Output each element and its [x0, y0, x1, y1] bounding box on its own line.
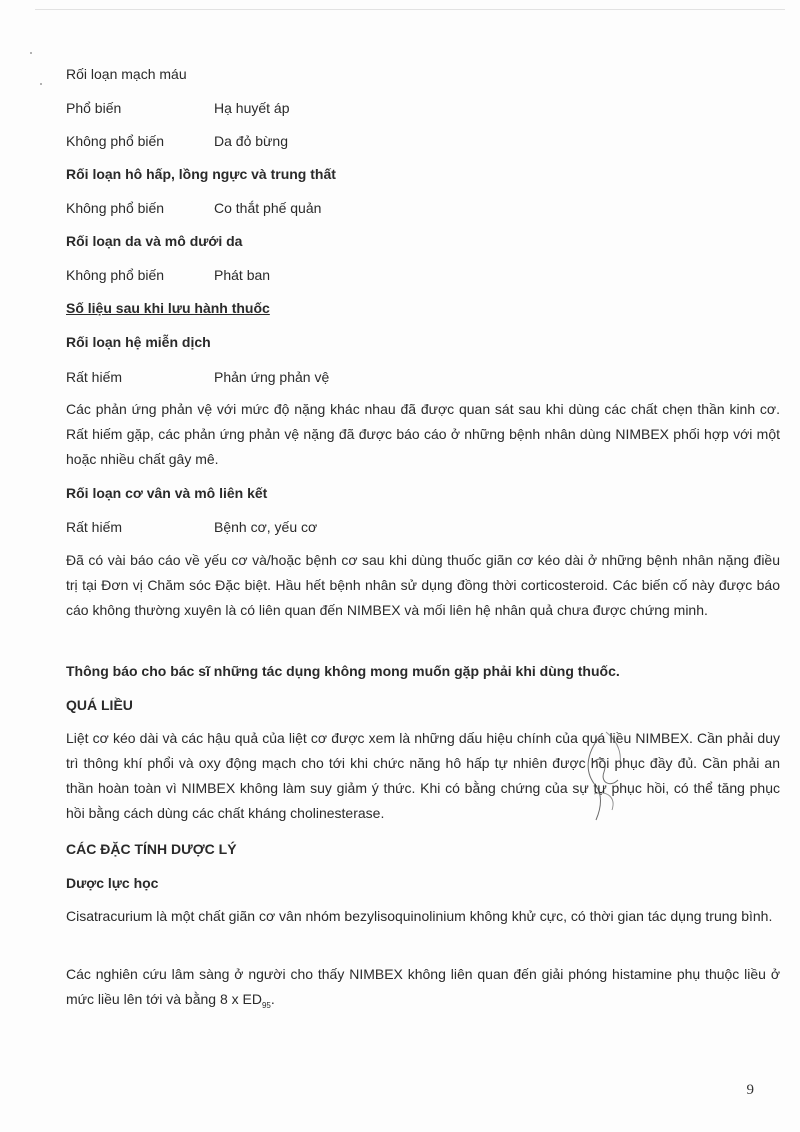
adverse-effects-notice: Thông báo cho bác sĩ những tác dụng không mong muốn gặp phải khi dùng thuốc.: [66, 663, 620, 679]
ae-frequency: Rất hiếm: [66, 369, 123, 385]
ae-row: [66, 517, 780, 537]
section-heading-immune: Rối loạn hệ miễn dịch: [66, 334, 211, 350]
ae-effect: Phát ban: [214, 267, 271, 283]
ae-effect: Phản ứng phản vệ: [214, 369, 330, 385]
subheading-pharmacodynamics: Dược lực học: [66, 875, 159, 891]
scan-edge-line: [35, 9, 785, 10]
paragraph-overdose: Liệt cơ kéo dài và các hậu quả của liệt cơ được xem là những dấu hiệu chính của quá liều NIMBEX. Cần phải duy trì thông khí phổi và oxy động mạch cho tới khi chức năng hô hấp tự nhiên được hồi phục đầy đủ. Cần phải an thần hoàn toàn vì NIMBEX không làm suy giảm ý thức. Khi có bằng chứng của sự tự phục hồi, có thể tăng phục hồi bằng cách dùng các chất kháng cholinesterase.: [66, 730, 780, 821]
ae-row: [66, 98, 780, 118]
ae-frequency: Phổ biến: [66, 100, 122, 116]
paragraph-cisatracurium: Cisatracurium là một chất giãn cơ vân nhóm bezylisoquinolinium không khử cực, có thời gian tác dụng trung bình.: [66, 908, 773, 924]
ae-frequency: Rất hiếm: [66, 519, 123, 535]
ae-row: [66, 198, 780, 218]
section-heading-postmarketing: Số liệu sau khi lưu hành thuốc: [66, 300, 270, 316]
ae-frequency: Không phổ biến: [66, 133, 165, 149]
paragraph-myopathy: Đã có vài báo cáo về yếu cơ và/hoặc bệnh cơ sau khi dùng thuốc giãn cơ kéo dài ở những bệnh nhân nặng điều trị tại Đơn vị Chăm sóc Đặc biệt. Hầu hết bệnh nhân sử dụng đồng thời corticosteroid. Các biến cố này được báo cáo không thường xuyên là có liên quan đến NIMBEX và mối liên hệ nhân quả chưa được chứng minh.: [66, 552, 780, 618]
ae-effect: Bệnh cơ, yếu cơ: [214, 519, 318, 535]
section-heading-overdose: QUÁ LIỀU: [66, 697, 133, 713]
paragraph-anaphylaxis: Các phản ứng phản vệ với mức độ nặng khác nhau đã được quan sát sau khi dùng các chất chẹn thần kinh cơ. Rất hiếm gặp, các phản ứng phản vệ nặng đã được báo cáo ở những bệnh nhân dùng NIMBEX phối hợp với một hoặc nhiều chất gây mê.: [66, 401, 780, 467]
ae-frequency: Không phổ biến: [66, 267, 165, 283]
ae-frequency: Không phổ biến: [66, 200, 165, 216]
scan-speck: [40, 83, 42, 85]
ae-row: [66, 367, 780, 387]
scan-speck: [30, 52, 32, 54]
section-heading-vascular: Rối loạn mạch máu: [66, 66, 187, 82]
section-heading-respiratory: Rối loạn hô hấp, lồng ngực và trung thất: [66, 166, 336, 182]
section-heading-musculoskeletal: Rối loạn cơ vân và mô liên kết: [66, 485, 268, 501]
section-heading-pharmacology: CÁC ĐẶC TÍNH DƯỢC LÝ: [66, 841, 237, 857]
paragraph-histamine-end: .: [270, 991, 275, 1007]
paragraph-histamine-text: Các nghiên cứu lâm sàng ở người cho thấy NIMBEX không liên quan đến giải phóng histamine phụ thuộc liều ở mức liều lên tới và bằng 8 x ED: [66, 966, 780, 1007]
ae-effect: Co thắt phế quản: [214, 200, 322, 216]
ae-row: [66, 131, 780, 151]
ae-effect: Hạ huyết áp: [214, 100, 290, 116]
ae-row: [66, 265, 780, 285]
page-number: 9: [746, 1082, 754, 1098]
paragraph-histamine: [66, 962, 780, 1012]
ae-effect: Da đỏ bừng: [214, 133, 288, 149]
ed95-subscript: 95: [261, 1000, 271, 1010]
handwritten-signature: [556, 724, 666, 834]
section-heading-skin: Rối loạn da và mô dưới da: [66, 233, 243, 249]
